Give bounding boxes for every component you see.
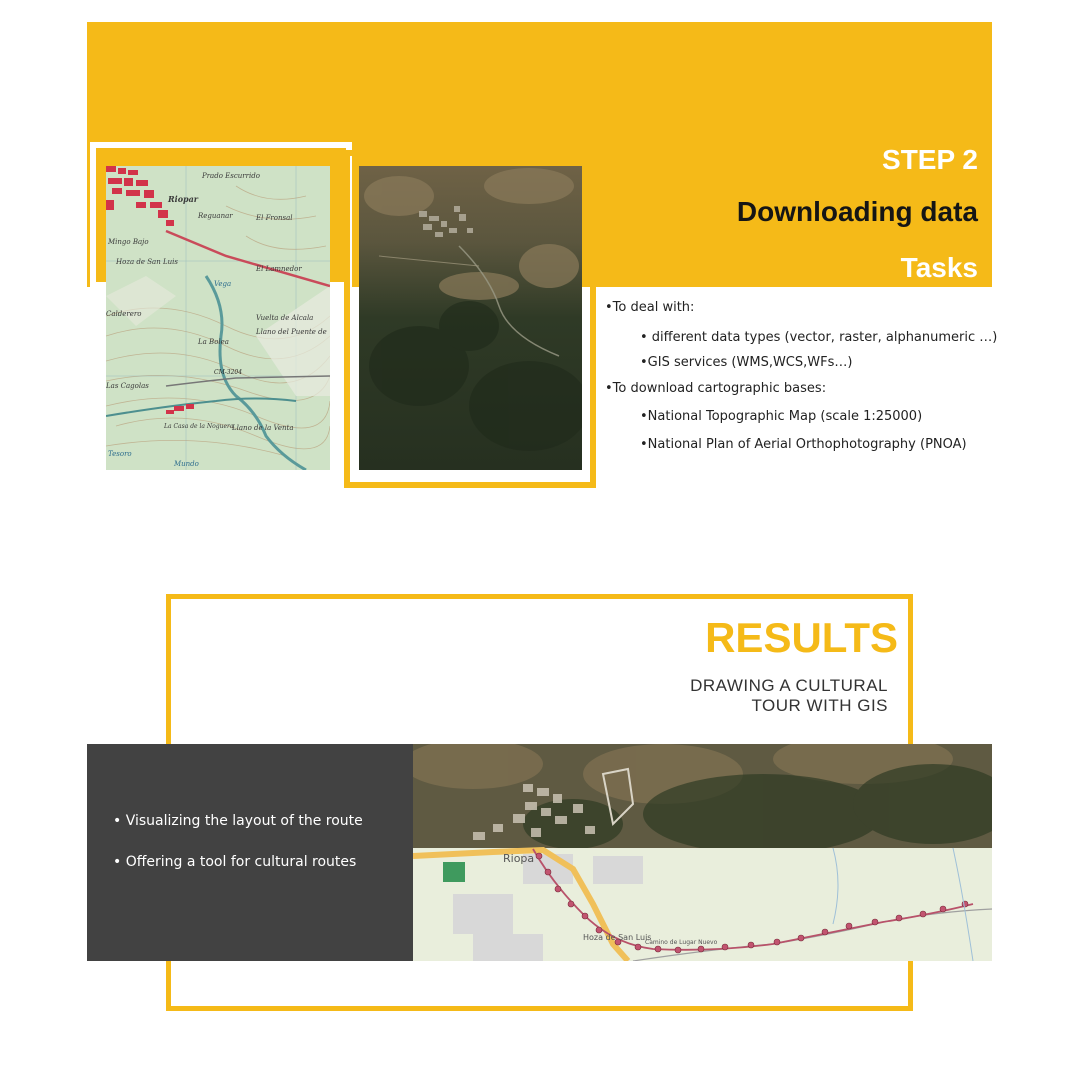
svg-text:Mundo: Mundo bbox=[174, 460, 199, 468]
step-title: Downloading data bbox=[736, 196, 978, 227]
svg-text:La Casa de la Noguera: La Casa de la Noguera bbox=[164, 423, 234, 430]
svg-text:El Fronsal: El Fronsal bbox=[256, 214, 293, 222]
svg-text:Calderero: Calderero bbox=[106, 310, 142, 318]
topographic-map-image bbox=[106, 166, 330, 470]
task-item: •National Topographic Map (scale 1:25000) bbox=[640, 409, 923, 424]
results-subtitle-line-1: DRAWING A CULTURAL bbox=[690, 676, 888, 695]
svg-text:Reguanar: Reguanar bbox=[198, 212, 233, 220]
task-item: •To deal with: bbox=[605, 300, 695, 315]
route-map-image bbox=[413, 744, 992, 961]
map-label-town: Riopa bbox=[503, 852, 535, 865]
svg-text:Vega: Vega bbox=[214, 280, 232, 288]
svg-text:Llano del Puente de: Llano del Puente de bbox=[256, 328, 327, 336]
map-label-road: Camino de Lugar Nuevo bbox=[645, 939, 718, 946]
svg-text:Tesoro: Tesoro bbox=[108, 450, 132, 458]
svg-text:Vuelta de Alcala: Vuelta de Alcala bbox=[256, 314, 314, 322]
results-subtitle bbox=[628, 676, 888, 716]
results-panel bbox=[87, 744, 413, 961]
map-label: Prado Escurrido bbox=[202, 172, 260, 180]
svg-text:Hoza de San Luis: Hoza de San Luis bbox=[116, 258, 178, 266]
results-title: RESULTS bbox=[705, 614, 898, 661]
svg-text:CM-3204: CM-3204 bbox=[214, 369, 243, 376]
map-label-hoza: Hoza de San Luis bbox=[583, 933, 652, 942]
aerial-orthophoto-image bbox=[359, 166, 582, 470]
task-item: •National Plan of Aerial Orthophotography (PNOA) bbox=[640, 437, 967, 452]
tasks-heading: Tasks bbox=[900, 252, 978, 283]
results-bullet: • Visualizing the layout of the route bbox=[113, 813, 363, 829]
task-item: •To download cartographic bases: bbox=[605, 381, 827, 396]
svg-text:Llano de la Venta: Llano de la Venta bbox=[232, 424, 294, 432]
svg-text:Mingo Bajo: Mingo Bajo bbox=[108, 238, 149, 246]
svg-text:El Lamnedor: El Lamnedor bbox=[256, 265, 302, 273]
svg-text:La Bolea: La Bolea bbox=[198, 338, 229, 346]
task-item: • different data types (vector, raster, alphanumeric …) bbox=[640, 330, 998, 345]
svg-text:Las Cagolas: Las Cagolas bbox=[106, 382, 149, 390]
step-label: STEP 2 bbox=[882, 144, 978, 175]
svg-text:Riopar: Riopar bbox=[168, 194, 199, 204]
results-bullet: • Offering a tool for cultural routes bbox=[113, 854, 357, 870]
results-subtitle-line-2: TOUR WITH GIS bbox=[751, 696, 888, 715]
task-item: •GIS services (WMS,WCS,WFs…) bbox=[640, 355, 853, 370]
